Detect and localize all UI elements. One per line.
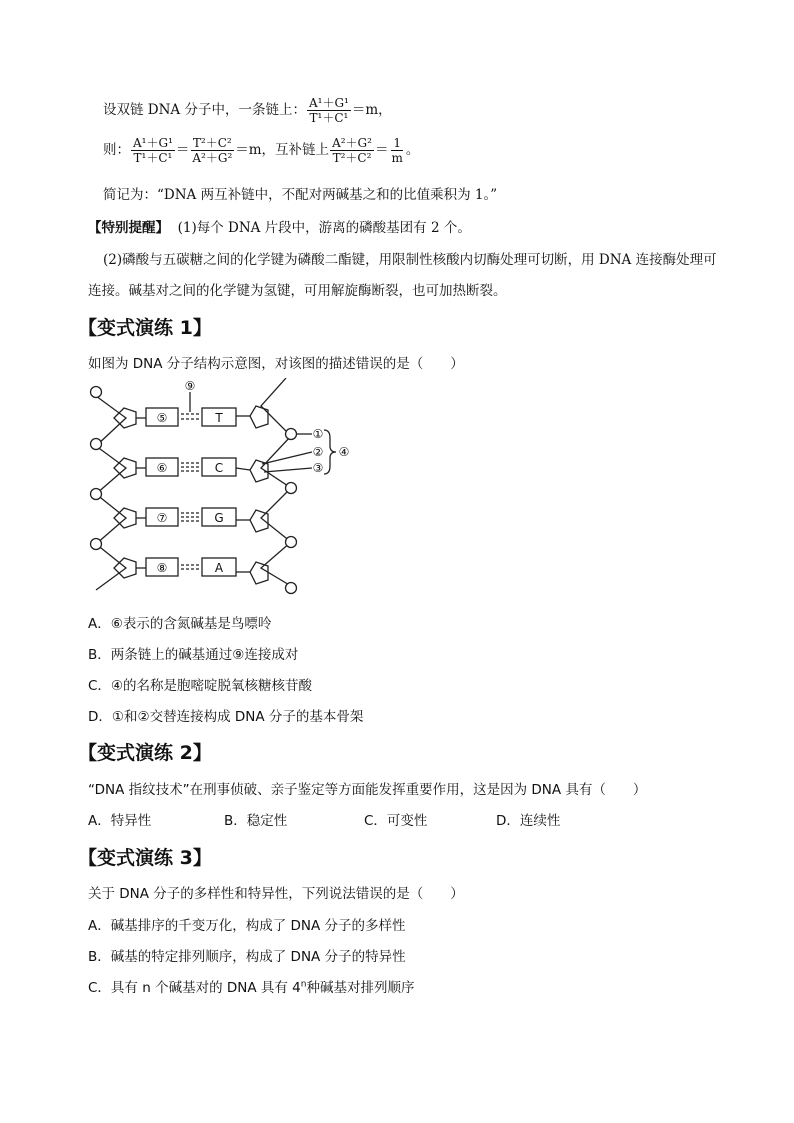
option-1d: D．①和②交替连接构成 DNA 分子的基本骨架 — [88, 709, 364, 725]
phosphate-circle — [286, 483, 297, 494]
option-2c: C．可变性 — [364, 813, 428, 829]
option-3a: A．碱基排序的千变万化，构成了 DNA 分子的多样性 — [88, 918, 406, 934]
option-3c: C．具有 n 个碱基对的 DNA 具有 4$^n$种碱基对排列顺序 — [88, 979, 415, 996]
fraction: $\frac{1}{m}$ — [391, 136, 403, 165]
option-1c: C．④的名称是胞嘧啶脱氧核糖核苷酸 — [88, 678, 313, 694]
option-1a: A．⑥表示的含氮碱基是鸟嘌呤 — [88, 616, 272, 632]
option-2d: D．连续性 — [496, 813, 561, 829]
tip-label: 【特别提醒】 — [88, 220, 169, 236]
right-base-A: A — [214, 561, 224, 575]
phosphate-circle — [91, 439, 102, 450]
tip-line-2: (2)磷酸与五碳糖之间的化学键为磷酸二酯键，用限制性核酸内切酶处理可切断，用 DNA 连接酶处理可 — [103, 252, 717, 268]
side-label-3: ③ — [312, 461, 324, 475]
phosphate-circle — [286, 429, 297, 440]
sugar-pentagon — [250, 562, 268, 584]
formula-text: 设双链 DNA 分子中，一条链上： — [103, 102, 306, 118]
left-label-5: ⑤ — [156, 411, 168, 425]
phosphate-circle — [91, 387, 102, 398]
tip-line-1: 【特别提醒】 (1)每个 DNA 片段中，游离的磷酸基团有 2 个。 — [88, 220, 471, 236]
option-2b: B．稳定性 — [224, 813, 288, 829]
question-3: 关于 DNA 分子的多样性和特异性，下列说法错误的是（ ） — [88, 886, 464, 902]
marker-9: ⑨ — [184, 379, 196, 393]
section-title-1: 【变式演练 1】 — [78, 317, 212, 339]
section-title-3: 【变式演练 3】 — [78, 847, 212, 869]
question-1: 如图为 DNA 分子结构示意图，对该图的描述错误的是（ ） — [88, 356, 464, 372]
right-base-T: T — [215, 411, 223, 425]
phosphate-circle — [91, 489, 102, 500]
section-title-2: 【变式演练 2】 — [78, 742, 212, 764]
left-label-8: ⑧ — [156, 561, 168, 575]
right-base-C: C — [214, 461, 224, 475]
phosphate-circle — [286, 583, 297, 594]
option-2a: A．特异性 — [88, 813, 152, 829]
sugar-pentagon — [250, 406, 268, 428]
fraction: $\frac{\text{A²＋G²}}{\text{T²＋C²}}$ — [332, 136, 372, 165]
left-label-7: ⑦ — [156, 511, 168, 525]
tip-line-3: 连接。碱基对之间的化学键为氢键，可用解旋酶断裂，也可加热断裂。 — [88, 283, 507, 299]
question-2: “DNA 指纹技术”在刑事侦破、亲子鉴定等方面能发挥重要作用，这是因为 DNA 具有（ ） — [88, 782, 647, 798]
right-base-G: G — [214, 511, 224, 525]
side-label-2: ② — [312, 445, 324, 459]
summary-line: 简记为：“DNA 两互补链中，不配对两碱基之和的比值乘积为 1。” — [103, 187, 498, 203]
phosphate-circle — [286, 537, 297, 548]
brace-label-4: ④ — [338, 445, 350, 459]
dna-structure-diagram — [86, 378, 366, 600]
formula-line-1: 设双链 DNA 分子中，一条链上： $\frac{\text{A¹＋G¹}}{\text{T¹＋C¹}}$ ＝m， — [103, 96, 392, 125]
superscript-n: n — [300, 979, 307, 990]
option-1b: B．两条链上的碱基通过⑨连接成对 — [88, 647, 299, 663]
fraction: $\frac{\text{A¹＋G¹}}{\text{T¹＋C¹}}$ — [133, 136, 173, 165]
formula-line-2: 则： $\frac{\text{A¹＋G¹}}{\text{T¹＋C¹}}$ ＝ $\frac{\text{T²＋C²}}{\text{A²＋G²}}$ ＝m，互补链上 $\frac{\text{A²＋G²}}{\text{T²＋C²}}$ ＝ $\frac{1}{m}$ 。 — [103, 136, 420, 165]
phosphate-circle — [91, 539, 102, 550]
option-3b: B．碱基的特定排列顺序，构成了 DNA 分子的特异性 — [88, 949, 406, 965]
left-label-6: ⑥ — [156, 461, 168, 475]
side-label-1: ① — [312, 427, 324, 441]
fraction: $\frac{\text{A¹＋G¹}}{\text{T¹＋C¹}}$ — [308, 96, 349, 125]
fraction: $\frac{\text{T²＋C²}}{\text{A²＋G²}}$ — [192, 136, 233, 165]
